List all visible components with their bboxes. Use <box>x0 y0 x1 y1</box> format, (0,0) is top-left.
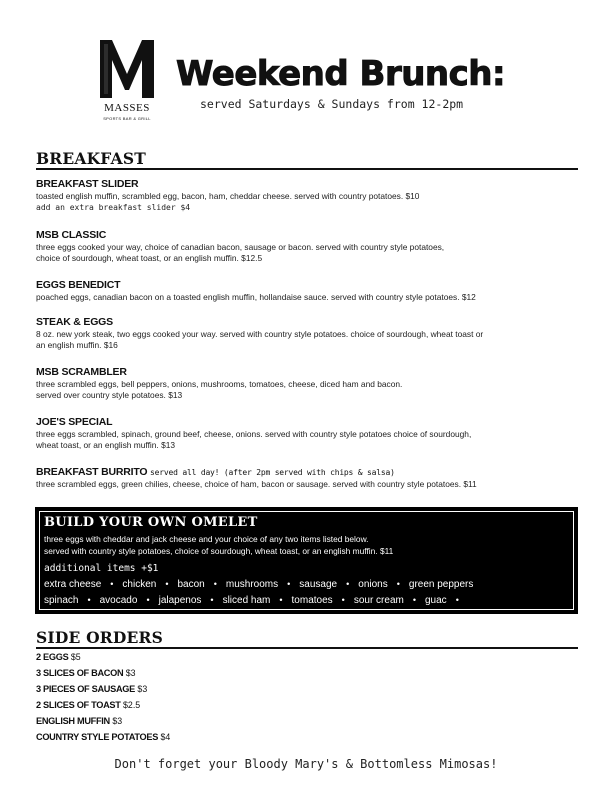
item-desc: choice of sourdough, wheat toast, or an english muffin. $12.5 <box>36 253 263 263</box>
omelet-desc-line: served with country style potatoes, choice of sourdough, wheat toast, or an english muffin. $11 <box>44 546 394 556</box>
side-item: ENGLISH MUFFIN $3 <box>36 716 123 726</box>
item-desc: three scrambled eggs, bell peppers, onions, mushrooms, tomatoes, cheese, diced ham and bacon. <box>36 379 403 389</box>
item-name-note: served all day! (after 2pm served with chips & salsa) <box>150 468 395 477</box>
logo-name: MASSES <box>104 102 150 114</box>
item-name: BREAKFAST BURRITO <box>36 466 148 478</box>
logo-subtitle: SPORTS BAR & GRILL <box>103 116 151 121</box>
item-desc: served over country style potatoes. $13 <box>36 390 183 400</box>
item-desc: three scrambled eggs, green chilies, cheese, choice of ham, bacon or sausage. served with country style potatoes. $11 <box>36 479 477 489</box>
item-name: BREAKFAST SLIDER <box>36 178 139 190</box>
omelet-option: sausage <box>299 579 338 590</box>
omelet-option: onions <box>358 579 388 590</box>
omelet-option: jalapenos <box>158 595 202 606</box>
omelet-desc <box>44 533 393 557</box>
item-desc: an english muffin. $16 <box>36 340 118 350</box>
omelet-option: green peppers <box>408 579 474 590</box>
menu-item-breakfast-burrito <box>36 466 576 490</box>
item-name: MSB SCRAMBLER <box>36 366 127 378</box>
omelet-option: mushrooms <box>225 579 279 590</box>
side-item: 2 EGGS $5 <box>36 652 81 662</box>
sides-heading: SIDE ORDERS <box>36 628 164 647</box>
omelet-desc-line: three eggs with cheddar and jack cheese and your choice of any two items listed below. <box>44 534 369 544</box>
item-note: add an extra breakfast slider $4 <box>36 203 191 212</box>
item-desc: three eggs cooked your way, choice of canadian bacon, sausage or bacon. served with country style potatoes, <box>36 242 445 252</box>
bullet-separator: • <box>341 595 345 605</box>
bullet-separator: • <box>455 595 459 605</box>
item-desc: wheat toast, or an english muffin. $13 <box>36 440 176 450</box>
item-name: STEAK & EGGS <box>36 316 113 328</box>
bullet-separator: • <box>279 595 283 605</box>
menu-item-msb-classic <box>36 229 576 264</box>
omelet-option: avocado <box>99 595 138 606</box>
omelet-title: BUILD YOUR OWN OMELET <box>44 515 258 530</box>
omelet-option: sour cream <box>353 595 404 606</box>
item-desc: three eggs scrambled, spinach, ground beef, cheese, onions. served with country style potatoes choice of sourdough, <box>36 429 472 439</box>
side-item: 3 SLICES OF BACON $3 <box>36 668 136 678</box>
item-name: MSB CLASSIC <box>36 229 107 241</box>
menu-item-breakfast-slider <box>36 178 576 213</box>
omelet-box <box>35 507 578 614</box>
page-title: Weekend Brunch: <box>176 54 506 94</box>
omelet-additional: additional items +$1 <box>44 563 159 574</box>
breakfast-heading: BREAKFAST <box>36 149 146 168</box>
omelet-option: guac <box>425 595 447 606</box>
bullet-separator: • <box>346 579 350 589</box>
breakfast-rule <box>36 168 578 170</box>
bullet-separator: • <box>165 579 169 589</box>
bullet-separator: • <box>110 579 114 589</box>
omelet-option: sliced ham <box>222 595 271 606</box>
side-item: 3 PIECES OF SAUSAGE $3 <box>36 684 148 694</box>
logo-m-icon <box>98 38 156 100</box>
omelet-options-row-2 <box>44 595 574 606</box>
omelet-option: bacon <box>177 579 205 590</box>
item-desc: toasted english muffin, scrambled egg, bacon, ham, cheddar cheese. served with country potatoes. $10 <box>36 191 420 201</box>
menu-item-steak-eggs <box>36 316 576 351</box>
menu-item-joes-special <box>36 416 576 451</box>
side-orders-list <box>36 649 170 745</box>
omelet-border <box>39 511 574 610</box>
bullet-separator: • <box>287 579 291 589</box>
omelet-option: extra cheese <box>44 579 102 590</box>
omelet-option: chicken <box>122 579 157 590</box>
bullet-separator: • <box>213 579 217 589</box>
menu-item-eggs-benedict <box>36 279 576 303</box>
item-name: JOE'S SPECIAL <box>36 416 113 428</box>
bullet-separator: • <box>87 595 91 605</box>
bullet-separator: • <box>210 595 214 605</box>
omelet-option: tomatoes <box>291 595 333 606</box>
item-desc: poached eggs, canadian bacon on a toasted english muffin, hollandaise sauce. served with country style potatoes. $12 <box>36 292 476 302</box>
omelet-options-row-1 <box>44 579 574 590</box>
omelet-option: spinach <box>44 595 79 606</box>
logo <box>98 38 156 128</box>
bullet-separator: • <box>146 595 150 605</box>
page-subtitle: served Saturdays & Sundays from 12-2pm <box>200 97 464 111</box>
footer-note: Don't forget your Bloody Mary's & Bottomless Mimosas! <box>114 757 498 771</box>
bullet-separator: • <box>396 579 400 589</box>
side-item: 2 SLICES OF TOAST $2.5 <box>36 700 141 710</box>
item-name: EGGS BENEDICT <box>36 279 121 291</box>
item-desc: 8 oz. new york steak, two eggs cooked your way. served with country style potatoes. choice of sourdough, wheat toast or <box>36 329 484 339</box>
side-item: COUNTRY STYLE POTATOES $4 <box>36 732 171 742</box>
bullet-separator: • <box>412 595 416 605</box>
menu-item-msb-scrambler <box>36 366 576 401</box>
